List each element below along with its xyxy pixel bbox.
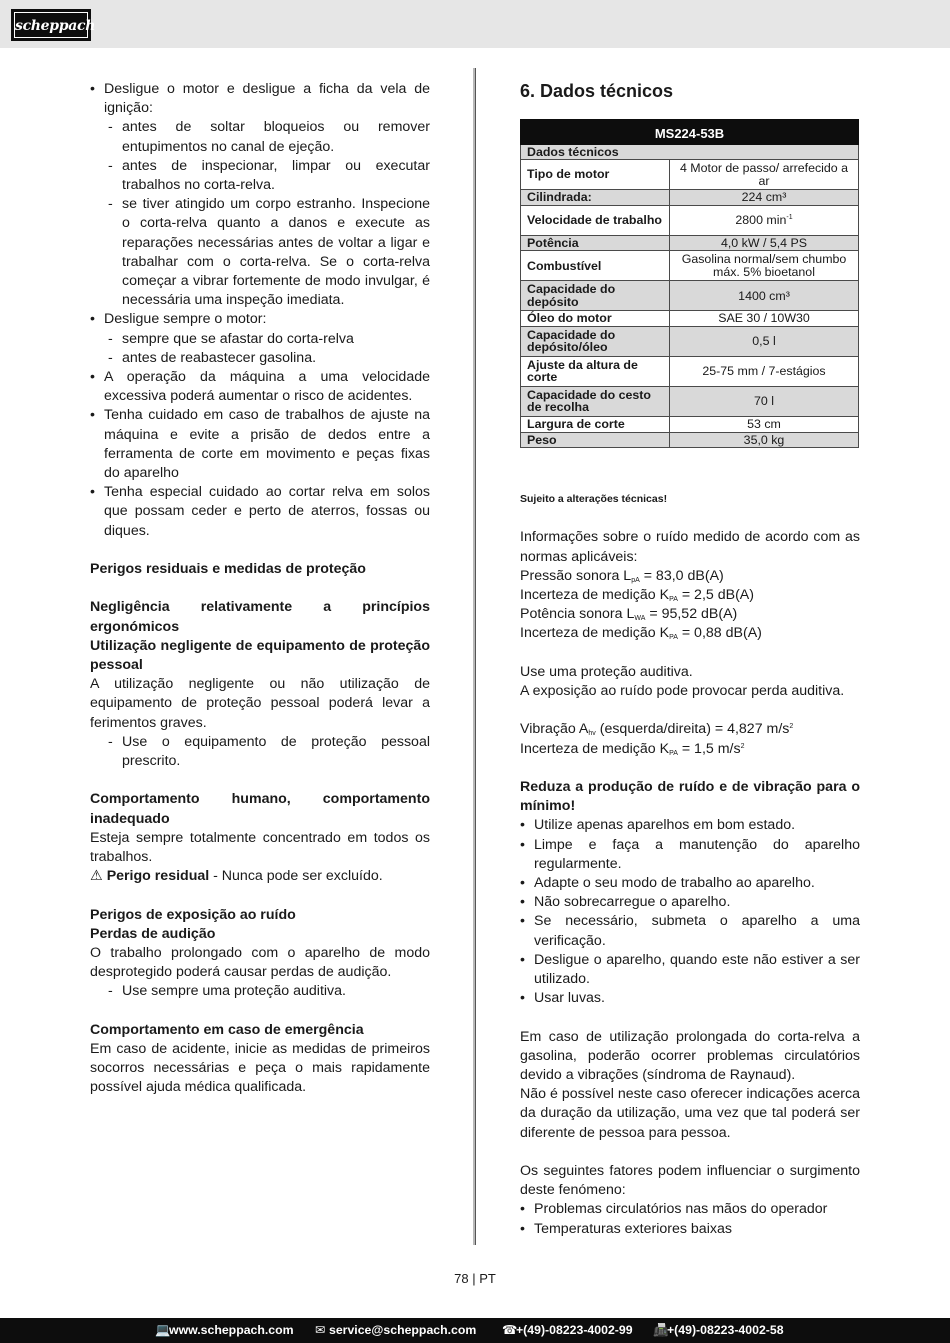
noise-measure: Potência sonora $L_{WA} = 95,52$ dB(A): [520, 606, 738, 623]
table-value: 53 cm: [670, 416, 859, 432]
residual-danger-note: [90, 867, 430, 886]
factors-intro: Os seguintes fatores podem influenciar o surgimento deste fenómeno:: [520, 1162, 860, 1199]
table-label: Óleo do motor: [521, 311, 670, 327]
table-value: 4 Motor de passo/ arrefecido a ar: [670, 160, 859, 190]
section-title: 6. Dados técnicos: [520, 81, 674, 101]
table-subheader: Dados técnicos: [521, 144, 859, 160]
list-item: - Use sempre uma proteção auditiva.: [90, 982, 430, 1001]
warning-icon: ⚠: [90, 868, 103, 885]
residual-hazards-heading: Perigos residuais e medidas de proteção: [90, 561, 366, 578]
noise-hazards-heading: Perigos de exposição ao ruído: [90, 906, 296, 923]
computer-icon: 💻: [155, 1323, 171, 1337]
footer-bar: [0, 1318, 950, 1343]
table-label: Peso: [521, 432, 670, 448]
list-item: • Problemas circulatórios nas mãos do operador: [520, 1200, 860, 1219]
table-value: SAE 30 / 10W30: [670, 311, 859, 327]
duration-paragraph: Não é possível neste caso oferecer indicações acerca da duração da utilização, uma vez que tal poderá ser diferente de pessoa para pessoa.: [520, 1086, 860, 1141]
table-label: Largura de corte: [521, 416, 670, 432]
residual-danger-text: - Nunca pode ser excluído.: [209, 868, 383, 885]
footer-email[interactable]: ✉ service@scheppach.com: [315, 1318, 476, 1343]
column-divider-line: [475, 68, 476, 1245]
page-number: 78 | PT: [454, 1271, 496, 1286]
list-item: • A operação da máquina a uma velocidade excessiva poderá aumentar o risco de acidentes.: [90, 368, 430, 406]
human-behaviour-heading: Comportamento humano, comportamento inadequado: [90, 791, 430, 827]
safety-list: [90, 80, 430, 541]
list-item: • Adapte o seu modo de trabalho ao aparelho.: [520, 874, 860, 893]
table-value: 70 l: [670, 386, 859, 416]
table-label: Potência: [521, 235, 670, 251]
list-item: • Tenha especial cuidado ao cortar relva em solos que possam ceder e perto de aterros, fossas ou diques.: [90, 483, 430, 541]
list-item: • Limpe e faça a manutenção do aparelho regularmente.: [520, 836, 860, 874]
table-label: Cilindrada:: [521, 190, 670, 206]
table-value: 35,0 kg: [670, 432, 859, 448]
list-item: • Tenha cuidado em caso de trabalhos de ajuste na máquina e evite a prisão de dedos entre a ferramenta de corte em movimento e peças fixas do aparelho: [90, 406, 430, 483]
list-item: • Se necessário, submeta o aparelho a uma verificação.: [520, 912, 860, 950]
hearing-loss-text: A exposição ao ruído pode provocar perda auditiva.: [520, 682, 845, 699]
logo-text: scheppach: [14, 12, 88, 38]
table-value: 1400 cm³: [670, 281, 859, 311]
noise-measure: Pressão sonora $L_{pA} = 83,0$ dB(A): [520, 567, 724, 584]
hearing-loss-heading: Perdas de audição: [90, 925, 216, 942]
hearing-protection-text: Use uma proteção auditiva.: [520, 663, 693, 680]
table-label: Velocidade de trabalho: [521, 205, 670, 235]
list-item: - sempre que se afastar do corta-relva: [90, 330, 430, 349]
residual-danger-label: Perigo residual: [106, 868, 210, 885]
factors-list: [520, 1200, 860, 1238]
hearing-loss-paragraph: O trabalho prolongado com o aparelho de modo desprotegido poderá causar perdas de audição.: [90, 945, 430, 981]
model-header: MS224-53B: [521, 120, 859, 145]
noise-measure: Incerteza de medição $K_{PA} = 2,5$ dB(A): [520, 586, 754, 603]
footer-phone: ☎+(49)-08223-4002-99: [502, 1318, 633, 1343]
footer-website[interactable]: 💻www.scheppach.com: [155, 1318, 294, 1343]
noise-measure: Incerteza de medição $K_{PA} = 0,88$ dB(A): [520, 625, 762, 642]
reduce-list: [520, 816, 860, 1008]
vibration-measure: Vibração $A_{hv}$ (esquerda/direita) = 4,827 $m/s^2$: [520, 721, 794, 738]
ergonomics-heading: Negligência relativamente a princípios ergonómicos: [90, 599, 430, 635]
list-item: • Não sobrecarregue o aparelho.: [520, 893, 860, 912]
top-header-bar: [0, 0, 950, 48]
prolonged-use-paragraph: Em caso de utilização prolongada do corta-relva a gasolina, poderão ocorrer problemas circulatórios devido a vibrações (síndroma de Raynaud).: [520, 1028, 860, 1083]
table-label: Capacidade do depósito/óleo: [521, 326, 670, 356]
list-item: - antes de reabastecer gasolina.: [90, 349, 430, 368]
table-value: Gasolina normal/sem chumbo máx. 5% bioetanol: [670, 251, 859, 281]
ppe-paragraph: A utilização negligente ou não utilização de equipamento de proteção pessoal poderá levar a ferimentos graves.: [90, 676, 430, 731]
vibration-uncertainty: Incerteza de medição $K_{PA} = 1,5$ $m/s^2$: [520, 740, 745, 757]
table-value: 2800 $\min^{-1}$: [670, 205, 859, 235]
emergency-paragraph: Em caso de acidente, inicie as medidas de primeiros socorros necessárias e peça o mais rapidamente possível ajuda médica qualificada.: [90, 1041, 430, 1096]
table-label: Capacidade do depósito: [521, 281, 670, 311]
mail-icon: ✉: [315, 1323, 326, 1337]
list-item: • Temperaturas exteriores baixas: [520, 1220, 860, 1239]
list-item: - antes de inspecionar, limpar ou executar trabalhos no corta-relva.: [90, 157, 430, 195]
right-column: [520, 80, 860, 1239]
noise-intro: Informações sobre o ruído medido de acordo com as normas aplicáveis:: [520, 529, 860, 565]
scheppach-logo: [11, 9, 96, 41]
table-value: 0,5 l: [670, 326, 859, 356]
table-value: 224 cm³: [670, 190, 859, 206]
table-label: Combustível: [521, 251, 670, 281]
emergency-heading: Comportamento em caso de emergência: [90, 1021, 364, 1038]
fax-icon: 📠: [653, 1323, 669, 1337]
table-label: Tipo de motor: [521, 160, 670, 190]
list-item: • Desligue o motor e desligue a ficha da vela de ignição:: [90, 80, 430, 118]
reduce-noise-heading: Reduza a produção de ruído e de vibração para o mínimo!: [520, 778, 860, 815]
left-column: [90, 80, 430, 1098]
phone-icon: ☎: [502, 1323, 518, 1337]
list-item: • Desligue sempre o motor:: [90, 310, 430, 329]
table-label: Ajuste da altura de corte: [521, 356, 670, 386]
table-value: 25-75 mm / 7-estágios: [670, 356, 859, 386]
subject-to-change-note: Sujeito a alterações técnicas!: [520, 493, 668, 506]
list-item: - Use o equipamento de proteção pessoal prescrito.: [90, 733, 430, 771]
table-label: Capacidade do cesto de recolha: [521, 386, 670, 416]
table-value: 4,0 kW / 5,4 PS: [670, 235, 859, 251]
list-item: • Desligue o aparelho, quando este não estiver a ser utilizado.: [520, 951, 860, 989]
list-item: • Usar luvas.: [520, 989, 860, 1008]
list-item: - antes de soltar bloqueios ou remover entupimentos no canal de ejeção.: [90, 118, 430, 156]
list-item: • Utilize apenas aparelhos em bom estado.: [520, 816, 860, 835]
technical-data-table: [520, 119, 859, 448]
list-item: - se tiver atingido um corpo estranho. Inspecione o corta-relva quanto a danos e execute as reparações necessárias antes de voltar a ligar e trabalhar com o corta-relva. Se o corta-relva começar a vibrar fortemente de modo invulgar, é necessária uma inspeção imediata.: [90, 195, 430, 310]
ppe-heading: Utilização negligente de equipamento de proteção pessoal: [90, 637, 430, 674]
human-behaviour-paragraph: Esteja sempre totalmente concentrado em todos os trabalhos.: [90, 829, 430, 866]
footer-fax: 📠+(49)-08223-4002-58: [653, 1318, 784, 1343]
